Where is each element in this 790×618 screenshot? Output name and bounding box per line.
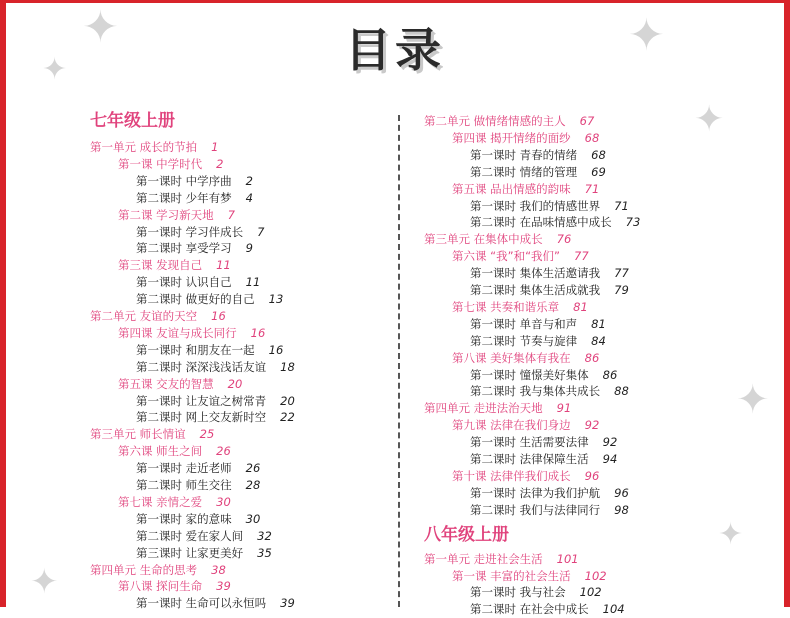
toc-entry-title: 第二课 学习新天地 bbox=[118, 207, 214, 222]
toc-period-entry bbox=[136, 528, 272, 545]
toc-entry-title: 第二课时 在品味情感中成长 bbox=[470, 215, 612, 230]
toc-page-number: 20 bbox=[227, 376, 243, 391]
toc-lesson-entry bbox=[118, 443, 231, 460]
toc-entry-title: 第一课时 家的意味 bbox=[136, 511, 232, 526]
toc-page-number: 1 bbox=[211, 140, 219, 154]
toc-unit-entry bbox=[90, 562, 226, 579]
toc-entry-title: 第一课时 我与社会 bbox=[470, 585, 566, 600]
toc-period-entry bbox=[470, 198, 629, 215]
toc-page-number: 38 bbox=[211, 562, 226, 577]
toc-page-number: 7 bbox=[257, 224, 265, 239]
toc-entry-title: 第一课时 集体生活邀请我 bbox=[470, 266, 601, 281]
toc-entry-title: 第一课时 生命可以永恒吗 bbox=[136, 596, 267, 611]
sparkle-icon: ✦ bbox=[30, 562, 59, 602]
toc-lesson-entry bbox=[452, 468, 599, 485]
sparkle-icon: ✦ bbox=[42, 52, 68, 87]
toc-entry-title: 第二课时 我与集体共成长 bbox=[470, 384, 601, 399]
toc-entry-title: 第六课 “我”和“我们” bbox=[452, 249, 560, 264]
toc-page-number: 25 bbox=[199, 427, 215, 442]
toc-unit-entry bbox=[90, 308, 226, 325]
toc-period-entry bbox=[136, 511, 260, 528]
page-title: 目录 bbox=[345, 23, 445, 77]
toc-period-entry bbox=[470, 164, 606, 181]
toc-entry-title: 第一课 中学时代 bbox=[118, 156, 203, 171]
sparkle-icon: ✦ bbox=[736, 377, 770, 423]
toc-entry-title: 第七课 共奏和谐乐章 bbox=[452, 299, 560, 314]
toc-entry-title: 第二课时 集体生活成就我 bbox=[470, 283, 601, 297]
toc-entry-title: 第二课时 情绪的管理 bbox=[470, 164, 578, 179]
toc-page-number: 26 bbox=[245, 461, 261, 476]
sparkle-icon: ✦ bbox=[718, 517, 744, 552]
toc-entry-title: 第二单元 友谊的天空 bbox=[90, 309, 198, 323]
toc-entry-title: 第二课时 法律保障生活 bbox=[470, 452, 589, 466]
toc-page-number: 92 bbox=[584, 418, 600, 433]
toc-period-entry bbox=[470, 265, 629, 282]
toc-entry-title: 第四单元 生命的思考 bbox=[90, 562, 198, 577]
toc-unit-entry bbox=[90, 139, 218, 156]
toc-entry-title: 第二课时 节奏与旋律 bbox=[470, 333, 578, 348]
toc-period-entry bbox=[470, 367, 617, 384]
toc-unit-entry bbox=[424, 400, 571, 417]
toc-entry-title: 第一课时 我们的情感世界 bbox=[470, 198, 601, 213]
toc-entry-title: 第十课 法律伴我们成长 bbox=[452, 468, 571, 483]
toc-entry-title: 第一课时 生活需要法律 bbox=[470, 435, 589, 450]
toc-entry-title: 七年级上册 bbox=[90, 111, 175, 131]
toc-entry-title: 第二课时 做更好的自己 bbox=[136, 292, 255, 307]
toc-period-entry bbox=[470, 147, 606, 164]
toc-entry-title: 第二课时 深深浅浅话友谊 bbox=[136, 359, 267, 374]
toc-entry-title: 第一课时 法律为我们护航 bbox=[470, 485, 601, 500]
toc-unit-entry bbox=[90, 426, 214, 443]
toc-page-number: 26 bbox=[216, 444, 231, 459]
toc-period-entry bbox=[136, 224, 264, 241]
toc-page-number: 11 bbox=[245, 275, 261, 290]
toc-entry-title: 第一课时 让友谊之树常青 bbox=[136, 393, 267, 408]
toc-entry-title: 第六课 师生之间 bbox=[118, 444, 203, 459]
toc-page-number: 77 bbox=[574, 249, 589, 264]
toc-period-entry bbox=[470, 451, 617, 468]
toc-page-number: 39 bbox=[280, 596, 295, 611]
toc-entry-title: 第八课 美好集体有我在 bbox=[452, 350, 571, 365]
toc-period-entry bbox=[136, 545, 272, 562]
toc-entry-title: 第七课 亲情之爱 bbox=[118, 494, 203, 509]
toc-period-entry bbox=[470, 601, 625, 618]
toc-period-entry bbox=[470, 485, 629, 502]
toc-period-entry bbox=[136, 240, 253, 257]
toc-entry-title: 第八课 探问生命 bbox=[118, 579, 203, 594]
toc-lesson-entry bbox=[452, 299, 588, 316]
toc-grade-entry bbox=[424, 524, 509, 545]
toc-page-number: 94 bbox=[602, 452, 618, 466]
sparkle-icon: ✦ bbox=[694, 99, 725, 140]
toc-lesson-entry bbox=[118, 257, 231, 274]
toc-entry-title: 第二课时 网上交友新时空 bbox=[136, 410, 267, 425]
toc-period-entry bbox=[470, 316, 606, 333]
toc-page-number: 102 bbox=[584, 568, 607, 583]
toc-period-entry bbox=[470, 282, 629, 299]
toc-page-number: 20 bbox=[280, 393, 295, 408]
toc-page-number: 81 bbox=[573, 299, 588, 314]
toc-period-entry bbox=[136, 409, 295, 426]
toc-entry-title: 第三单元 师长情谊 bbox=[90, 427, 186, 442]
toc-page-number: 91 bbox=[556, 401, 572, 416]
toc-page-number: 13 bbox=[268, 292, 284, 307]
toc-period-entry bbox=[470, 584, 602, 601]
toc-period-entry bbox=[136, 274, 260, 291]
toc-entry-title: 第二课时 少年有梦 bbox=[136, 190, 232, 205]
toc-page-number: 7 bbox=[227, 207, 235, 222]
toc-page-number: 73 bbox=[625, 215, 641, 230]
toc-page-number: 9 bbox=[245, 241, 253, 256]
toc-page-number: 98 bbox=[614, 502, 629, 517]
toc-period-entry bbox=[470, 434, 617, 451]
toc-entry-title: 第二课时 师生交往 bbox=[136, 478, 232, 492]
toc-entry-title: 第五课 品出情感的韵味 bbox=[452, 181, 571, 196]
toc-period-entry bbox=[470, 502, 629, 519]
toc-entry-title: 八年级上册 bbox=[424, 524, 509, 545]
toc-page-number: 104 bbox=[602, 602, 625, 617]
toc-period-entry bbox=[470, 214, 640, 231]
sparkle-icon: ✦ bbox=[82, 2, 119, 53]
toc-page-number: 16 bbox=[250, 325, 266, 340]
toc-page-number: 22 bbox=[280, 410, 295, 425]
toc-page-number: 71 bbox=[614, 198, 629, 213]
toc-entry-title: 第二课时 我们与法律同行 bbox=[470, 502, 601, 517]
toc-lesson-entry bbox=[118, 376, 242, 393]
toc-lesson-entry bbox=[452, 248, 589, 265]
toc-entry-title: 第四课 揭开情绪的面纱 bbox=[452, 130, 571, 145]
toc-period-entry bbox=[136, 393, 295, 410]
toc-page-number: 76 bbox=[556, 232, 572, 247]
toc-entry-title: 第一课 丰富的社会生活 bbox=[452, 568, 571, 583]
toc-page-number: 32 bbox=[257, 528, 272, 543]
toc-entry-title: 第一课时 走近老师 bbox=[136, 461, 232, 476]
toc-lesson-entry bbox=[452, 350, 599, 367]
toc-page-number: 69 bbox=[591, 164, 606, 179]
toc-unit-entry bbox=[424, 113, 594, 130]
toc-lesson-entry bbox=[452, 130, 599, 147]
toc-page-number: 2 bbox=[216, 156, 224, 171]
toc-entry-title: 第四单元 走进法治天地 bbox=[424, 401, 543, 416]
toc-page-number: 96 bbox=[584, 468, 600, 483]
toc-entry-title: 第五课 交友的智慧 bbox=[118, 376, 214, 391]
toc-period-entry bbox=[136, 342, 283, 359]
toc-entry-title: 第二课时 享受学习 bbox=[136, 241, 232, 256]
toc-page-number: 84 bbox=[591, 333, 606, 348]
toc-period-entry bbox=[136, 359, 295, 376]
toc-entry-title: 第九课 法律在我们身边 bbox=[452, 418, 571, 433]
toc-page-number: 86 bbox=[584, 350, 600, 365]
toc-period-entry bbox=[136, 173, 253, 190]
toc-unit-entry bbox=[424, 551, 579, 568]
toc-lesson-entry bbox=[118, 156, 223, 173]
toc-lesson-entry bbox=[118, 494, 231, 511]
column-divider bbox=[398, 115, 400, 607]
toc-page-number: 71 bbox=[584, 181, 600, 196]
toc-lesson-entry bbox=[118, 325, 265, 342]
toc-period-entry bbox=[470, 333, 606, 350]
toc-entry-title: 第一课时 单音与和声 bbox=[470, 316, 578, 331]
toc-lesson-entry bbox=[452, 568, 607, 585]
toc-page-number: 39 bbox=[216, 579, 231, 594]
toc-lesson-entry bbox=[452, 181, 599, 198]
toc-page-number: 68 bbox=[584, 130, 600, 145]
toc-page-number: 4 bbox=[245, 190, 253, 205]
toc-page-number: 11 bbox=[216, 258, 231, 273]
toc-entry-title: 第一单元 走进社会生活 bbox=[424, 551, 543, 566]
toc-unit-entry bbox=[424, 231, 571, 248]
toc-entry-title: 第三课 发现自己 bbox=[118, 258, 203, 273]
toc-page-number: 102 bbox=[579, 585, 602, 600]
toc-page-number: 16 bbox=[211, 309, 226, 323]
toc-period-entry bbox=[136, 460, 260, 477]
toc-entry-title: 第一课时 青春的情绪 bbox=[470, 147, 578, 162]
toc-page-number: 101 bbox=[556, 551, 579, 566]
toc-entry-title: 第一课时 和朋友在一起 bbox=[136, 342, 255, 357]
toc-entry-title: 第三单元 在集体中成长 bbox=[424, 232, 543, 247]
toc-page-number: 96 bbox=[614, 485, 629, 500]
toc-entry-title: 第三课时 让家更美好 bbox=[136, 545, 244, 560]
toc-period-entry bbox=[470, 383, 629, 400]
toc-entry-title: 第二单元 做情绪情感的主人 bbox=[424, 114, 566, 128]
toc-period-entry bbox=[136, 190, 253, 207]
toc-page-number: 81 bbox=[591, 316, 606, 331]
toc-page-number: 88 bbox=[614, 384, 629, 399]
toc-period-entry bbox=[136, 595, 295, 612]
toc-entry-title: 第一课时 认识自己 bbox=[136, 275, 232, 290]
toc-page-number: 68 bbox=[591, 147, 606, 162]
toc-page-number: 30 bbox=[216, 494, 231, 509]
toc-period-entry bbox=[136, 477, 260, 494]
toc-page-number: 28 bbox=[245, 478, 261, 492]
toc-page-number: 16 bbox=[268, 342, 284, 357]
toc-grade-entry bbox=[90, 113, 175, 130]
toc-entry-title: 第一课时 憧憬美好集体 bbox=[470, 367, 589, 382]
toc-page-number: 67 bbox=[579, 114, 595, 128]
toc-entry-title: 第二课时 在社会中成长 bbox=[470, 602, 589, 617]
toc-page-number: 92 bbox=[602, 435, 618, 450]
toc-page-number: 30 bbox=[245, 511, 261, 526]
toc-period-entry bbox=[136, 291, 283, 308]
toc-entry-title: 第一课时 中学序曲 bbox=[136, 173, 232, 188]
sparkle-icon: ✦ bbox=[628, 10, 665, 61]
toc-page-number: 77 bbox=[614, 266, 629, 281]
toc-page-number: 18 bbox=[280, 359, 295, 374]
toc-page-number: 35 bbox=[257, 545, 272, 560]
toc-lesson-entry bbox=[118, 207, 235, 224]
toc-page-number: 79 bbox=[614, 283, 629, 297]
toc-page-number: 2 bbox=[245, 173, 253, 188]
toc-lesson-entry bbox=[452, 417, 599, 434]
toc-page-number: 86 bbox=[602, 367, 618, 382]
toc-entry-title: 第一单元 成长的节拍 bbox=[90, 140, 198, 154]
toc-entry-title: 第四课 友谊与成长同行 bbox=[118, 325, 237, 340]
toc-entry-title: 第二课时 爱在家人间 bbox=[136, 528, 244, 543]
toc-lesson-entry bbox=[118, 578, 231, 595]
toc-entry-title: 第一课时 学习伴成长 bbox=[136, 224, 244, 239]
